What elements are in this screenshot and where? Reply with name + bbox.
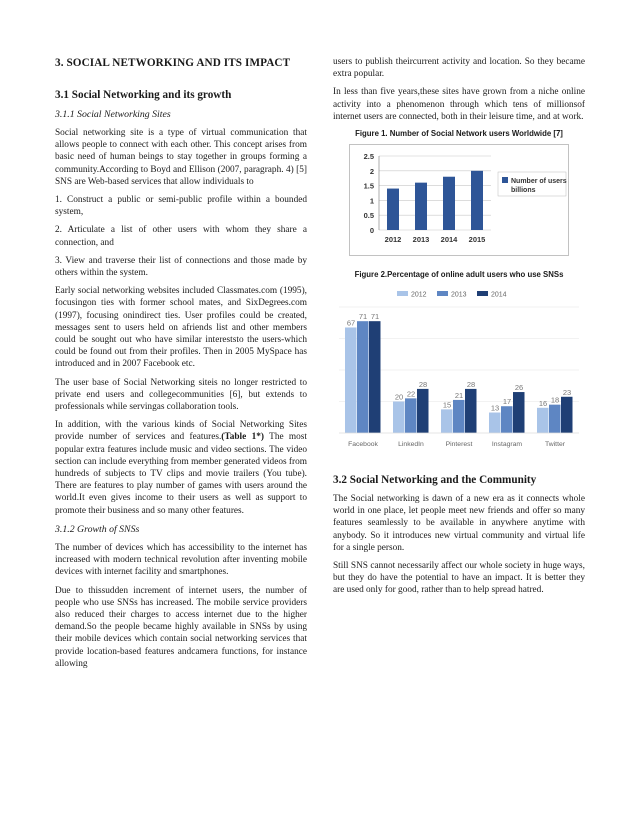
y-tick-label: 1 (369, 196, 374, 206)
legend-swatch (502, 177, 508, 183)
y-tick-label: 2 (369, 166, 374, 176)
data-label: 23 (562, 387, 572, 397)
x-tick-label: Facebook (348, 441, 378, 449)
figure-1-caption: Figure 1. Number of Social Network users Worldwide [7] (355, 129, 563, 139)
data-label: 15 (442, 400, 452, 410)
legend-swatch (477, 291, 488, 296)
legend-label-line-2: billions (511, 187, 536, 195)
legend-swatch (437, 291, 448, 296)
x-tick-label: 2013 (412, 235, 430, 245)
figure-2-caption: Figure 2.Percentage of online adult users who use SNSs (354, 270, 564, 280)
paragraph: 2. Articulate a list of other users with whom they share a connection, and (55, 225, 307, 248)
left-column (55, 56, 307, 676)
bar (393, 402, 405, 434)
data-label: 13 (490, 403, 500, 413)
data-label: 28 (466, 379, 476, 389)
legend-label: 2013 (451, 291, 467, 299)
paragraph: In less than five years,these sites have grown from a niche online activity into a phenomenon through which tens of millionsof internet users are connected, both in their leisure time, and at work. (333, 87, 585, 122)
data-label: 20 (394, 392, 404, 402)
subsubsection-heading-3-1-1: 3.1.1 Social Networking Sites (55, 109, 171, 120)
figure-2-chart (333, 287, 583, 455)
table-reference: (Table 1*) (221, 432, 264, 443)
data-label: 67 (346, 318, 356, 328)
bar (489, 413, 501, 433)
bar (441, 409, 453, 433)
bar (513, 392, 525, 433)
legend-label-line-1: Number of users in (511, 178, 569, 186)
bar (537, 408, 549, 433)
x-tick-label: Instagram (491, 441, 523, 449)
y-tick-label: 1.5 (363, 181, 374, 191)
right-column (333, 56, 585, 603)
data-label: 28 (418, 379, 428, 389)
x-tick-label: 2015 (468, 235, 486, 245)
data-label: 26 (514, 383, 524, 393)
y-tick-label: 2.5 (363, 152, 374, 162)
x-tick-label: Twitter (544, 441, 566, 449)
x-tick-label: 2012 (384, 235, 402, 245)
data-label: 17 (502, 397, 512, 407)
paragraph: users to publish theircurrent activity and location. So they became extra popular. (333, 57, 585, 80)
bar (561, 397, 573, 433)
subsubsection-heading-3-1-2: 3.1.2 Growth of SNSs (55, 523, 140, 535)
data-label: 21 (454, 390, 464, 400)
bar (415, 183, 427, 230)
paragraph: 1. Construct a public or semi-public profile within a bounded system, (55, 195, 307, 218)
bar (549, 405, 561, 433)
bar (387, 189, 399, 230)
data-label: 71 (370, 312, 380, 322)
x-tick-label: 2014 (440, 235, 458, 245)
paragraph: Still SNS cannot necessarily affect our whole society in huge ways, but they do have the potential to have an impact. It is better they are used only for good, rather than to help spread hatred. (333, 561, 585, 596)
paragraph: Due to thissudden increment of internet users, the number of people who use SNSs has increased. The mobile service providers also reduced their charges to access internet due to the higher demand.So the people became highly available in SNSs by using their mobile devices which contain social networking services that provide location-based features andcamera functions, for instance allowing (55, 585, 307, 669)
paragraph: The user base of Social Networking siteis no longer restricted to private end users and collegecommunities [6], but extends to professionals while servingas collaboration tools. (55, 377, 307, 413)
paragraph: Early social networking websites included Classmates.com (1995), focusingon ties with former school mates, and SixDegrees.com (1997), focusing onindirect ties. User profiles could be created, messages sent to users held on afriends list and other members could be sought out who have similar intereststo the users-which could be found out from their profiles. Then in 2005 MySpace has introduced and in 2007 Facebook etc. (55, 286, 307, 370)
y-tick-label: 0.5 (363, 211, 374, 221)
paragraph: Social networking site is a type of virtual communication that allows people to connect with each other. This concept arises from basic need of human beings to stay together in groups forming a community.According to Boyd and Ellison (2007, paragraph. 4) [5] SNS are Web-based services that allow individuals to (55, 128, 307, 187)
subsection-heading-3-1: 3.1 Social Networking and its growth (55, 89, 232, 101)
x-tick-label: Pinterest (445, 441, 473, 449)
paragraph-text: In addition, with the various kinds of Social Networking Sites provide number of services and features. (55, 420, 307, 443)
figure-2-svg (333, 287, 583, 455)
bar (357, 321, 369, 433)
data-label: 71 (358, 312, 368, 322)
paragraph-text: The most popular extra features include music and video sections. The video section can include everything from member generated videos from hundreds of subjects to TV clips and movie trailers (You tube). There are features to play number of games with users around the world.It even gives income to their users as well as support to promote their business and so many other features. (55, 432, 307, 516)
section-heading-3: 3. SOCIAL NETWORKING AND ITS IMPACT (55, 57, 291, 69)
bar (471, 171, 483, 230)
bar (345, 327, 357, 433)
legend-swatch (397, 291, 408, 296)
y-tick-label: 0 (369, 226, 374, 236)
bar (417, 389, 429, 433)
legend-label: 2012 (411, 291, 427, 299)
bar (453, 400, 465, 433)
paragraph: The Social networking is dawn of a new era as it connects whole world in one place, let people meet new friends and offer so many features seamlessly to be available in anywhere anytime with anybody. So it introduces new virtual community and virtual life for a single person. (333, 494, 585, 553)
figure-1-svg (349, 144, 569, 256)
x-tick-label: LinkedIn (398, 441, 424, 449)
bar (465, 389, 477, 433)
bar (501, 406, 513, 433)
legend-label: 2014 (491, 291, 507, 299)
data-label: 16 (538, 398, 548, 408)
data-label: 22 (406, 389, 416, 399)
data-label: 18 (550, 395, 560, 405)
paragraph (55, 419, 307, 517)
section-heading-3-2: 3.2 Social Networking and the Community (333, 474, 537, 487)
figure-1-chart (349, 144, 569, 256)
bar (443, 177, 455, 230)
bar (405, 398, 417, 433)
paragraph: 3. View and traverse their list of connections and those made by others within the system. (55, 255, 307, 279)
paragraph: The number of devices which has accessibility to the internet has increased with modern technical revolution after inventing mobile devices with internet facility and smartphones. (55, 542, 307, 578)
chart-frame (350, 145, 569, 256)
bar (369, 321, 381, 433)
